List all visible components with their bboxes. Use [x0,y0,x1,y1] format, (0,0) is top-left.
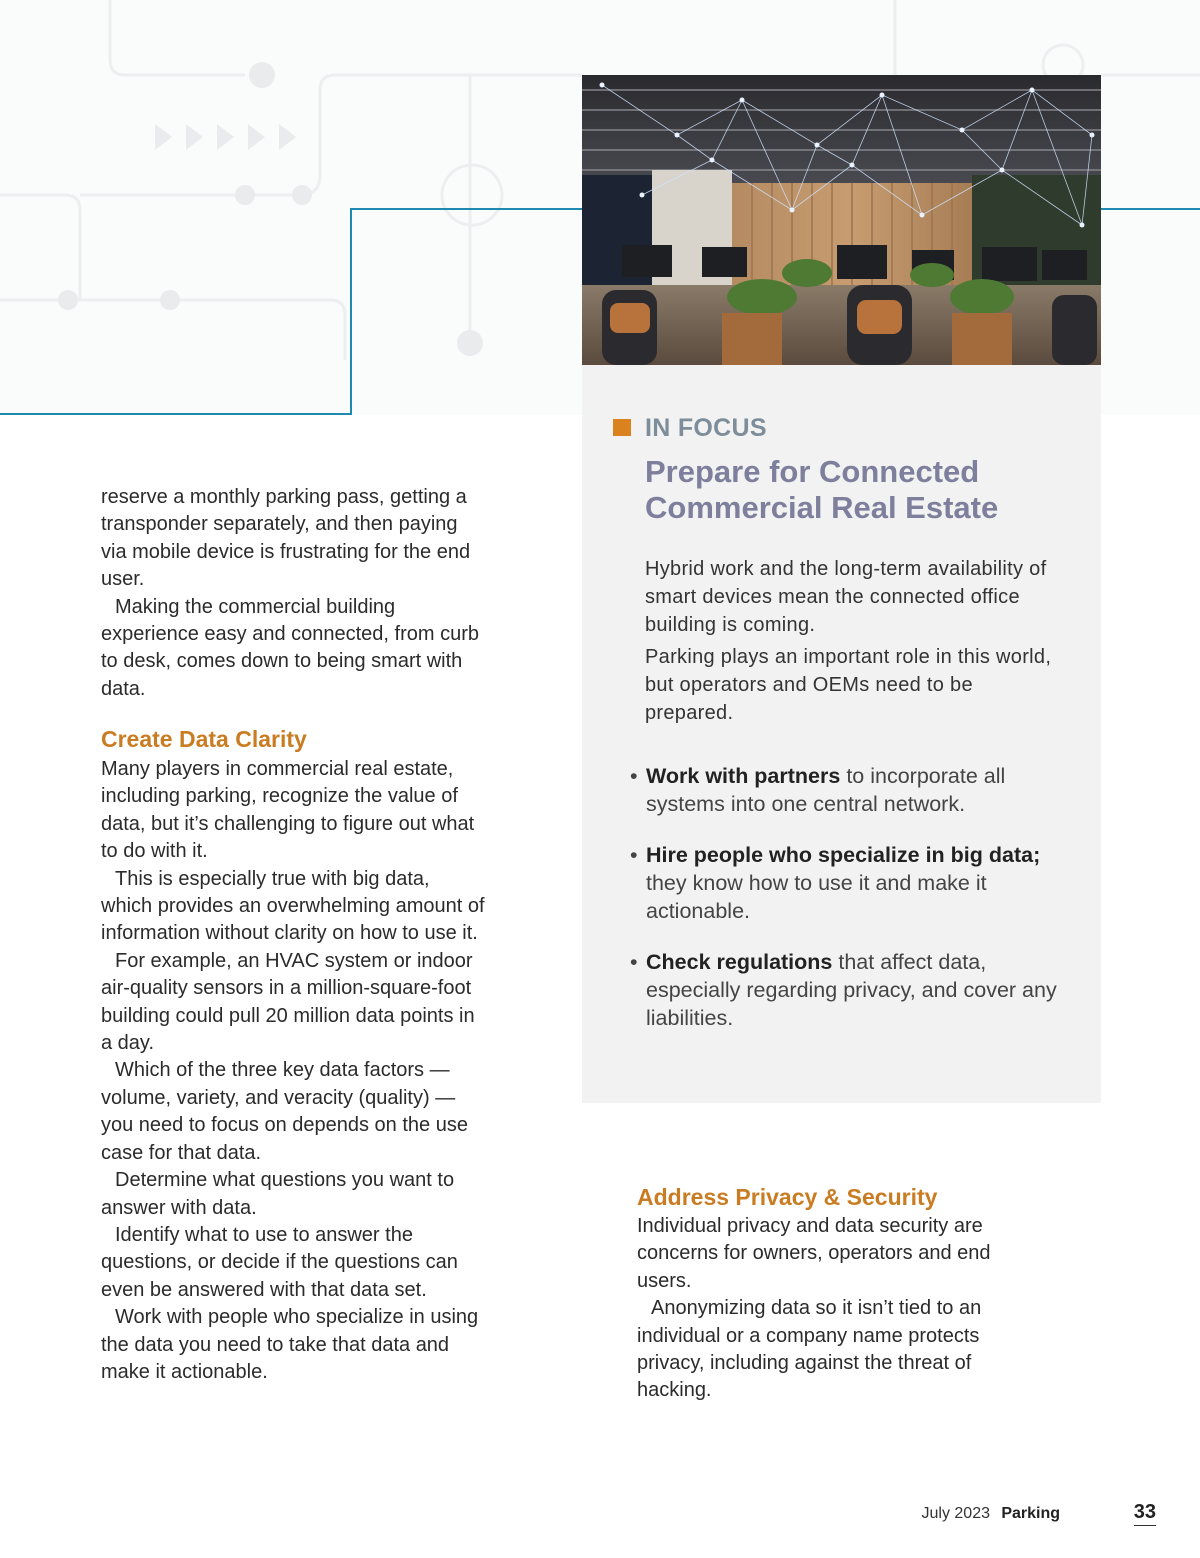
footer-issue-date: July 2023 [921,1505,990,1522]
left-column-body [101,756,486,1386]
in-focus-square-marker [613,419,631,436]
body-paragraph: Identify what to use to answer the questions, or decide if the questions can even be answered with that data set. [101,1223,458,1301]
section-heading-data-clarity: Create Data Clarity [101,726,307,752]
bullet-bold-lead: Hire people who specialize in big data; [646,843,1041,867]
body-paragraph: Determine what questions you want to answer with data. [101,1169,455,1219]
teal-rule-vertical [350,208,352,415]
in-focus-bullet [630,762,1080,818]
connected-office-photo [582,75,1101,365]
body-paragraph: Anonymizing data so it isn’t tied to an individual or a company name protects privacy, including against the threat of hacking. [637,1297,982,1402]
bullet-dot-icon: • [630,950,638,974]
teal-rule-bottom-left [0,413,352,415]
body-paragraph: For example, an HVAC system or indoor air-quality sensors in a million-square-foot building could pull 20 million data points in a day. [101,949,475,1055]
bullet-dot-icon: • [630,764,638,788]
in-focus-bullet-list [630,762,1080,1055]
body-paragraph: Many players in commercial real estate, including parking, recognize the value of data, but it’s challenging to figure out what to do with it. [101,758,475,863]
left-column-intro [101,484,486,703]
body-paragraph: Which of the three key data factors — volume, variety, and veracity (quality) — you need to focus on depends on the use case for that data. [101,1059,468,1164]
footer-page-number: 33 [1134,1501,1156,1526]
bullet-bold-lead: Work with partners [646,764,841,788]
body-paragraph: Individual privacy and data security are concerns for owners, operators and end users. [637,1215,991,1292]
bullet-text: to incorporate all systems into one central network. [646,764,1006,816]
footer-magazine-name: Parking [1001,1505,1060,1522]
teal-rule-top-right [1101,208,1200,210]
in-focus-bullet [630,841,1080,925]
bullet-text: they know how to use it and make it actionable. [646,871,987,923]
in-focus-intro-1: Hybrid work and the long-term availability of smart devices mean the connected office building is coming. [645,558,1047,636]
bullet-dot-icon: • [630,843,638,867]
page-footer [900,1503,1160,1533]
in-focus-bullet [630,948,1080,1032]
body-paragraph: Work with people who specialize in using the data you need to take that data and make it actionable. [101,1306,479,1383]
bullet-bold-lead: Check regulations [646,950,833,974]
body-paragraph: reserve a monthly parking pass, getting a transponder separately, and then paying via mobile device is frustrating for the end user. [101,486,471,591]
teal-rule-top-mid [350,208,582,210]
in-focus-title: Prepare for Connected Commercial Real Estate [645,454,999,525]
section-heading-privacy-security: Address Privacy & Security [637,1184,938,1210]
bullet-text: that affect data, especially regarding privacy, and cover any liabilities. [646,950,1057,1030]
in-focus-kicker: IN FOCUS [645,414,767,442]
in-focus-intro-2: Parking plays an important role in this world, but operators and OEMs need to be prepared. [645,646,1052,724]
body-paragraph: This is especially true with big data, which provides an overwhelming amount of information without clarity on how to use it. [101,867,485,945]
body-paragraph: Making the commercial building experience easy and connected, from curb to desk, comes down to being smart with data. [101,595,479,700]
right-column-body [637,1213,1022,1405]
